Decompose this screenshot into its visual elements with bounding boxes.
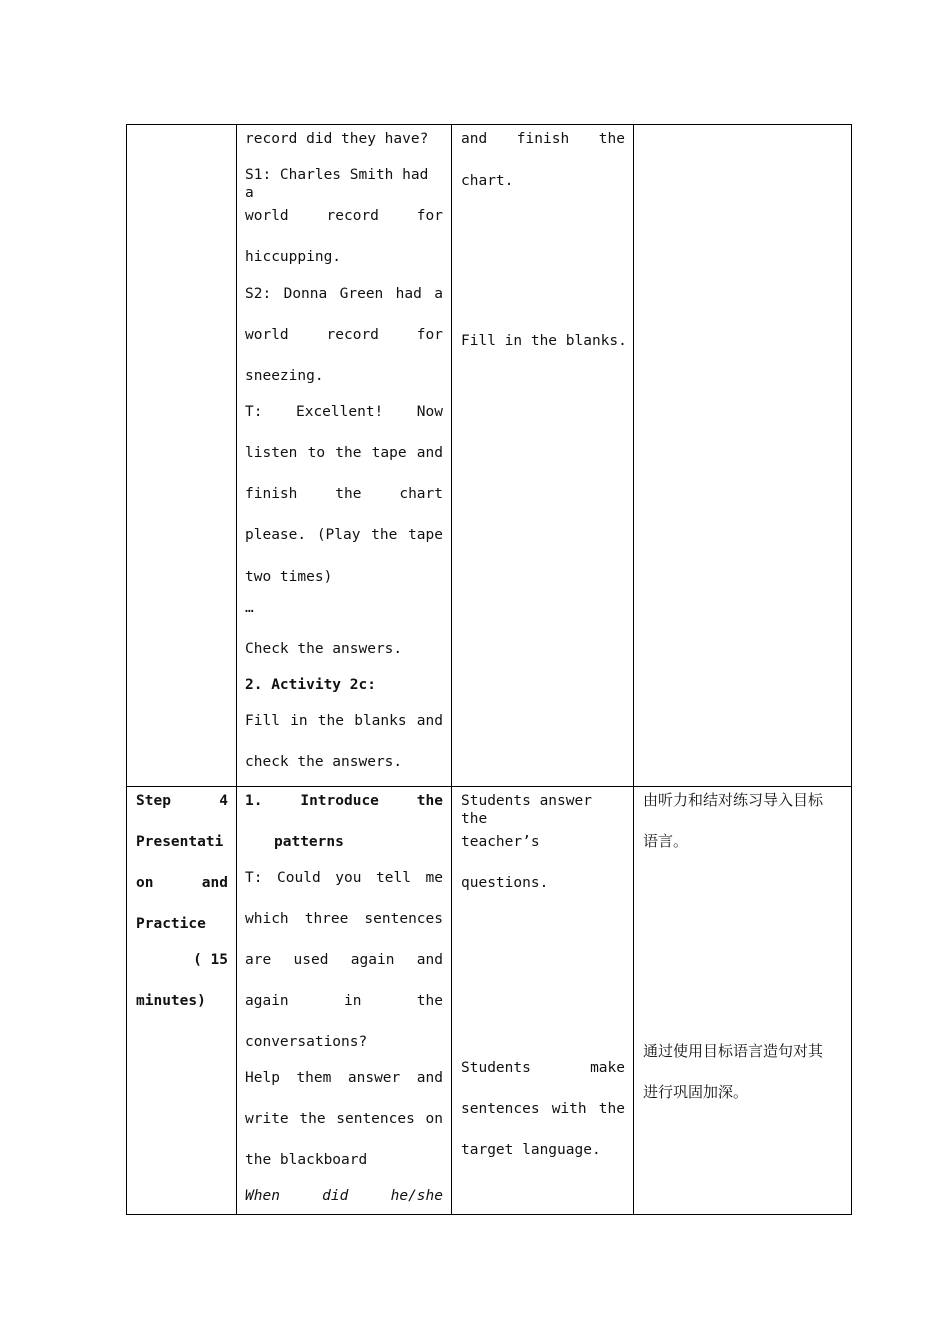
design-note: 语言。 [643,832,689,850]
cell-text: and finish the [461,131,625,147]
cell-text: conversations? [245,1034,368,1050]
cell-text: … [245,600,254,616]
cell-text: Students make [461,1060,625,1076]
cell-text: T: Could you tell me [245,870,443,886]
cell-text: teacher’s [461,834,540,850]
cell-text: Fill in the blanks. [461,333,627,349]
section-heading: patterns [274,834,344,850]
column-divider [451,125,452,1214]
cell-text: target language. [461,1142,601,1158]
cell-text: again in the [245,993,443,1009]
step-label: Practice [136,916,206,932]
cell-text: sneezing. [245,368,324,384]
cell-text: sentences with the [461,1101,625,1117]
column-divider [633,125,634,1214]
cell-text: chart. [461,173,514,189]
step-label: ( 15 [193,952,228,968]
cell-text: T: Excellent! Now [245,404,443,420]
cell-text: which three sentences [245,911,443,927]
row-divider [127,786,851,787]
cell-text: Students answer the [461,793,592,827]
cell-text: are used again and [245,952,443,968]
cell-text: Fill in the blanks and [245,713,443,729]
cell-text: questions. [461,875,549,891]
section-heading: 1. Introduce the [245,793,443,809]
column-divider [236,125,237,1214]
target-sentence: When did he/she [245,1188,443,1204]
step-label: minutes) [136,993,206,1009]
cell-text: world record for [245,208,443,224]
cell-text: Help them answer and [245,1070,443,1086]
cell-text: record did they have? [245,131,429,147]
cell-text: please. (Play the tape [245,527,443,543]
step-label: Step 4 [136,793,228,809]
cell-text: finish the chart [245,486,443,502]
design-note: 进行巩固加深。 [643,1083,749,1101]
cell-text: S1: Charles Smith had a [245,167,429,201]
cell-text: Check the answers. [245,641,403,657]
design-note: 由听力和结对练习导入目标 [643,791,824,809]
step-label: Presentati [136,834,224,850]
cell-text: hiccupping. [245,249,342,265]
cell-text: two times) [245,569,333,585]
design-note: 通过使用目标语言造句对其 [643,1042,824,1060]
cell-text: the blackboard [245,1152,368,1168]
cell-text: listen to the tape and [245,445,443,461]
cell-text: write the sentences on [245,1111,443,1127]
cell-text: S2: Donna Green had a [245,286,443,302]
step-label: on and [136,875,228,891]
activity-heading: 2. Activity 2c: [245,677,376,693]
cell-text: world record for [245,327,443,343]
cell-text: check the answers. [245,754,403,770]
lesson-plan-table [126,124,852,1215]
